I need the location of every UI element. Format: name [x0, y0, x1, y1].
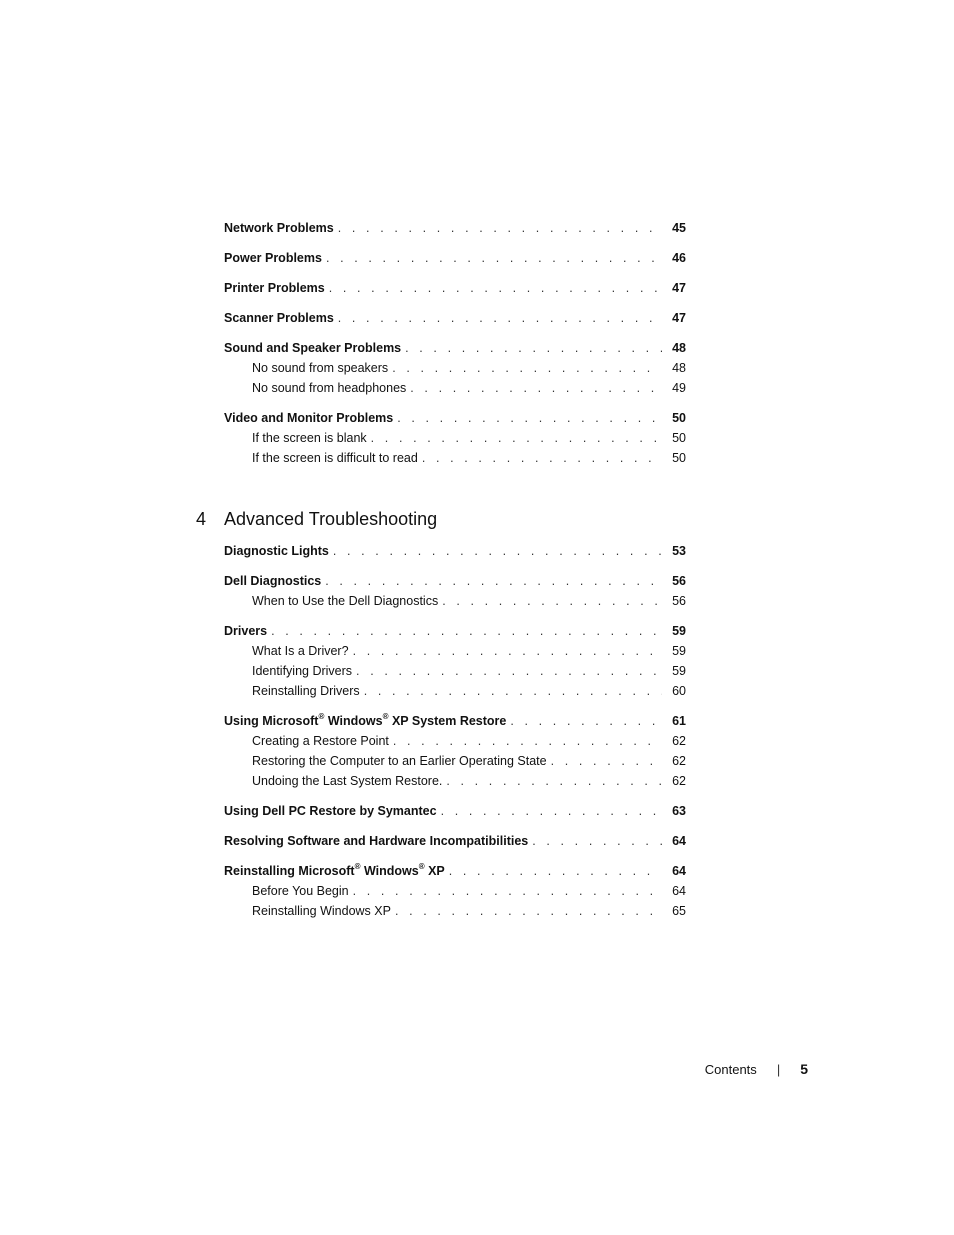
title-part: Using Microsoft [224, 714, 319, 728]
dot-leader [325, 571, 662, 591]
toc-entry-title: Scanner Problems [224, 311, 334, 325]
dot-leader [510, 711, 662, 731]
toc-entry-title: Undoing the Last System Restore. [252, 774, 443, 788]
toc-subentry[interactable] [224, 591, 686, 611]
toc-entry[interactable] [224, 621, 686, 641]
dot-leader [329, 278, 662, 298]
toc-entry-title: If the screen is difficult to read [252, 451, 418, 465]
toc-entry-page: 47 [672, 281, 686, 295]
toc-entry-title: Network Problems [224, 221, 334, 235]
dot-leader [532, 831, 662, 851]
toc-entry-page: 64 [672, 834, 686, 848]
dot-leader [442, 591, 662, 611]
toc-entry[interactable] [224, 831, 686, 851]
dot-leader [338, 218, 662, 238]
toc-entry-page: 45 [672, 221, 686, 235]
toc-entry-title: What Is a Driver? [252, 644, 349, 658]
dot-leader [410, 378, 662, 398]
registered-mark: ® [318, 712, 325, 721]
dot-leader [441, 801, 662, 821]
toc-entry[interactable] [224, 801, 686, 821]
toc-entry-page: 50 [672, 411, 686, 425]
toc-entry-title: No sound from speakers [252, 361, 389, 375]
toc-entry-title: Power Problems [224, 251, 322, 265]
dot-leader [449, 861, 662, 881]
title-part: Reinstalling Microsoft [224, 864, 355, 878]
toc-entry-page: 46 [672, 251, 686, 265]
toc-entry-title: Resolving Software and Hardware Incompatibilities [224, 834, 529, 848]
toc-entry-title: Using Dell PC Restore by Symantec [224, 804, 437, 818]
toc-entry-page: 53 [672, 544, 686, 558]
toc-subentry[interactable] [224, 378, 686, 398]
dot-leader [364, 681, 662, 701]
toc-entry-title: Diagnostic Lights [224, 544, 329, 558]
toc-entry-title: Video and Monitor Problems [224, 411, 394, 425]
toc-section-top [224, 218, 686, 468]
footer-separator: | [776, 1062, 781, 1077]
dot-leader [326, 248, 662, 268]
chapter-title: Advanced Troubleshooting [224, 509, 438, 529]
title-part: Windows [360, 864, 419, 878]
dot-leader [392, 358, 662, 378]
toc-entry-page: 48 [672, 361, 686, 375]
dot-leader [371, 428, 662, 448]
dot-leader [446, 771, 662, 791]
title-part: XP [424, 864, 445, 878]
toc-entry-page: 64 [672, 884, 686, 898]
chapter-heading[interactable] [196, 508, 686, 530]
dot-leader [397, 408, 662, 428]
footer-label: Contents [704, 1062, 757, 1077]
toc-entry-title: Reinstalling Drivers [252, 684, 360, 698]
toc-entry-page: 59 [672, 664, 686, 678]
registered-mark: ® [418, 862, 425, 871]
toc-entry[interactable] [224, 308, 686, 328]
toc-subentry[interactable] [224, 358, 686, 378]
title-part: Windows [324, 714, 383, 728]
toc-entry-page: 63 [672, 804, 686, 818]
toc-entry-page: 59 [672, 644, 686, 658]
toc-entry-page: 56 [672, 594, 686, 608]
dot-leader [353, 641, 662, 661]
toc-entry[interactable] [224, 248, 686, 268]
toc-subentry[interactable] [224, 771, 686, 791]
dot-leader [271, 621, 662, 641]
toc-entry-title: Printer Problems [224, 281, 325, 295]
toc-subentry[interactable] [224, 751, 686, 771]
toc-entry-title: When to Use the Dell Diagnostics [252, 594, 439, 608]
dot-leader [395, 901, 662, 921]
dot-leader [353, 881, 662, 901]
chapter-number: 4 [196, 509, 207, 529]
toc-entry[interactable] [224, 541, 686, 561]
toc-entry-title: Drivers [224, 624, 268, 638]
toc-subentry[interactable] [224, 661, 686, 681]
toc-entry-title: Sound and Speaker Problems [224, 341, 402, 355]
toc-entry-page: 59 [672, 624, 686, 638]
toc-entry-title: Creating a Restore Point [252, 734, 389, 748]
footer-page-number: 5 [800, 1061, 808, 1077]
toc-entry[interactable] [224, 338, 686, 358]
toc-entry-title: Dell Diagnostics [224, 574, 322, 588]
toc-entry-page: 65 [672, 904, 686, 918]
dot-leader [338, 308, 662, 328]
toc-entry-page: 62 [672, 754, 686, 768]
registered-mark: ® [382, 712, 389, 721]
dot-leader [422, 448, 662, 468]
dot-leader [551, 751, 662, 771]
toc-entry-title: Identifying Drivers [252, 664, 353, 678]
toc-entry-page: 56 [672, 574, 686, 588]
toc-entry-page: 50 [672, 431, 686, 445]
toc-entry-page: 48 [672, 341, 686, 355]
toc-entry-title [224, 861, 445, 881]
toc-entry-page: 62 [672, 774, 686, 788]
toc-entry-title: If the screen is blank [252, 431, 367, 445]
page-footer [705, 1061, 808, 1077]
toc-entry-page: 60 [672, 684, 686, 698]
dot-leader [333, 541, 662, 561]
toc-entry[interactable] [224, 218, 686, 238]
toc-entry-page: 62 [672, 734, 686, 748]
dot-leader [356, 661, 662, 681]
toc-entry-page: 47 [672, 311, 686, 325]
toc-entry-page: 49 [672, 381, 686, 395]
toc-entry[interactable] [224, 408, 686, 428]
toc-entry-title: Restoring the Computer to an Earlier Operating State [252, 754, 547, 768]
toc-entry-title: Reinstalling Windows XP [252, 904, 391, 918]
toc-section-bottom [224, 541, 686, 921]
toc-entry-page: 61 [672, 714, 686, 728]
toc-subentry[interactable] [224, 641, 686, 661]
toc-entry[interactable] [224, 278, 686, 298]
toc-entry-title: Before You Begin [252, 884, 349, 898]
toc-subentry[interactable] [224, 901, 686, 921]
dot-leader [393, 731, 662, 751]
toc-entry[interactable] [224, 861, 686, 881]
toc-subentry[interactable] [224, 881, 686, 901]
toc-subentry[interactable] [224, 428, 686, 448]
toc-entry[interactable] [224, 571, 686, 591]
toc-entry-page: 64 [672, 864, 686, 878]
toc-subentry[interactable] [224, 681, 686, 701]
toc-subentry[interactable] [224, 448, 686, 468]
toc-entry-title [224, 711, 506, 731]
toc-entry-page: 50 [672, 451, 686, 465]
toc-entry[interactable] [224, 711, 686, 731]
registered-mark: ® [354, 862, 361, 871]
title-part: XP System Restore [388, 714, 507, 728]
dot-leader [405, 338, 662, 358]
toc-entry-title: No sound from headphones [252, 381, 407, 395]
toc-subentry[interactable] [224, 731, 686, 751]
